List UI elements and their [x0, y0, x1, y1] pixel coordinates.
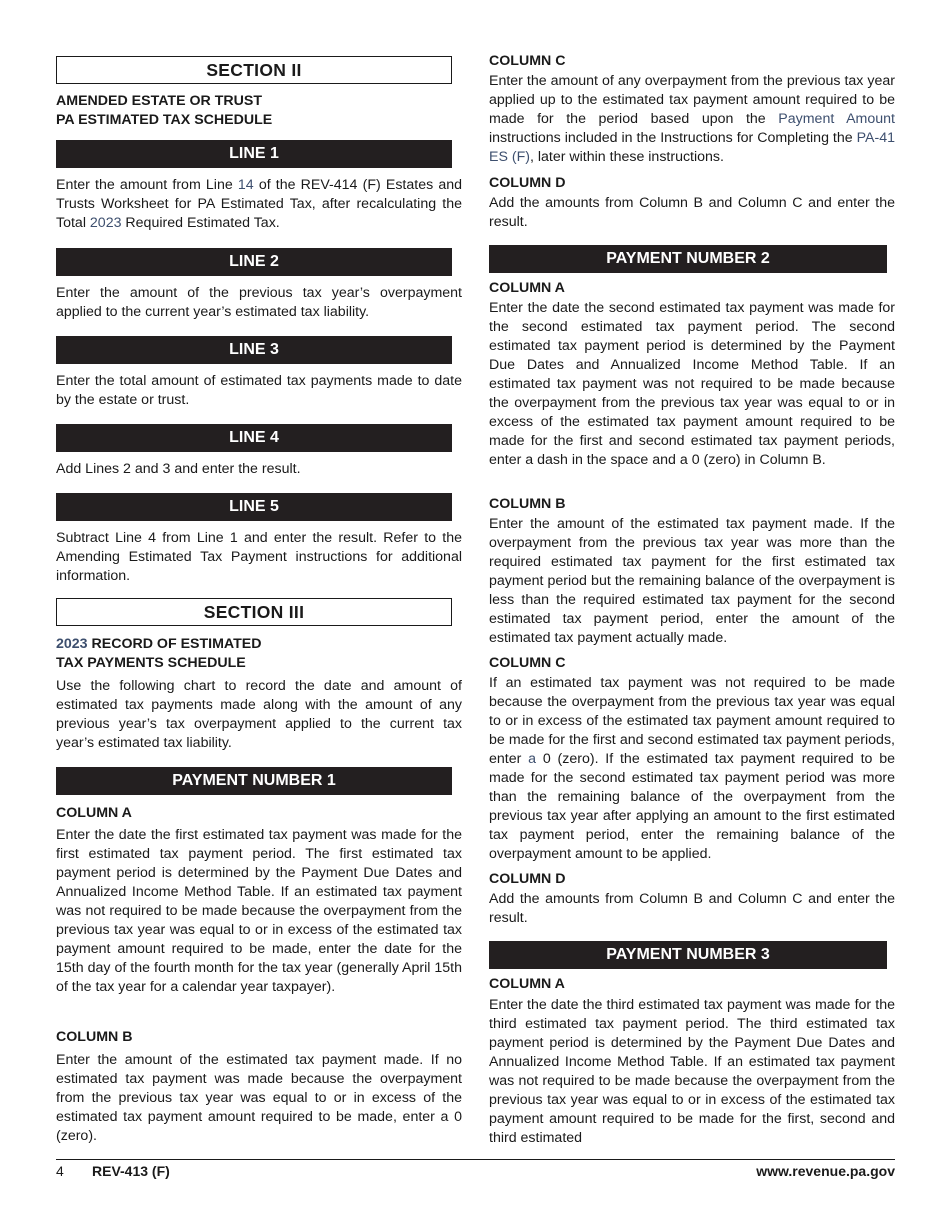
payment-2-column-c-label: COLUMN C: [489, 655, 566, 671]
section-3-subtitle-line-1: 2023 RECORD OF ESTIMATED: [56, 636, 262, 652]
line-3-heading: LINE 3: [56, 336, 452, 364]
payment-2-column-b-label: COLUMN B: [489, 496, 566, 512]
line-4-text: Add Lines 2 and 3 and enter the result.: [56, 461, 301, 477]
payment-amount-link[interactable]: Payment Amount: [778, 111, 895, 127]
payment-2-heading: PAYMENT NUMBER 2: [489, 245, 887, 273]
payment-3-heading: PAYMENT NUMBER 3: [489, 941, 887, 969]
line-5-text: Subtract Line 4 from Line 1 and enter the result. Refer to the Amending Estimated Tax Payment instructions for additional information.: [56, 530, 462, 584]
section-2-heading: SECTION II: [56, 56, 452, 84]
payment-3-column-a-text: Enter the date the third estimated tax payment was made for the third estimated tax payment period. The third estimated tax payment period is determined by the Payment Due Dates and Annualized Income Method Table. If an estimated tax payment was not required to be made because the overpayment from the previous tax year was equal to or in excess of the estimated tax payment amount required to be made for the first, second and third estimated: [489, 997, 895, 1146]
line-5-heading: LINE 5: [56, 493, 452, 521]
section-2-subtitle-line-1: AMENDED ESTATE OR TRUST: [56, 93, 262, 109]
payment-1-column-a-label: COLUMN A: [56, 805, 132, 821]
form-id: REV-413 (F): [92, 1163, 170, 1179]
section-3-subtitle-line-2: TAX PAYMENTS SCHEDULE: [56, 655, 246, 671]
payment-1-column-c-text: Enter the amount of any overpayment from the previous tax year applied up to the estimated tax payment amount required to be made for the period based upon the Payment Amount instructions included in the Instructions for Completing the PA-41 ES (F), later within these instructions.: [489, 73, 895, 165]
payment-2-column-c-text: If an estimated tax payment was not required to be made because the overpayment from the previous tax year was equal to or in excess of the estimated tax payment amount required to be made for the first and second estimated tax payment periods, enter a 0 (zero). If the estimated tax payment required to be made for the second estimated tax payment period was more than the remaining balance of the overpayment from the previous tax year after applying an amount to the first estimated tax payment period, enter the remaining balance of the overpayment amount to be applied.: [489, 675, 896, 862]
pa-41-es-link[interactable]: PA-41 ES (F): [489, 130, 895, 165]
section-3-text: Use the following chart to record the date and amount of estimated tax payments made along with the amount of any previous year’s tax overpayment applied to the current tax year’s estimated tax liability.: [56, 678, 462, 751]
payment-2-column-b-text: Enter the amount of the estimated tax payment made. If the overpayment from the previous tax year was more than the required estimated tax payment for the first estimated tax payment period but the remaining balance of the overpayment is less than the required estimated tax payment for the second estimated tax payment period, enter the amount of the estimated tax payment actually made.: [489, 516, 895, 646]
payment-1-column-c-label: COLUMN C: [489, 53, 566, 69]
payment-3-column-a-label: COLUMN A: [489, 976, 565, 992]
line-3-text: Enter the total amount of estimated tax payments made to date by the estate or trust.: [56, 373, 462, 408]
payment-1-column-b-label: COLUMN B: [56, 1029, 133, 1045]
payment-1-heading: PAYMENT NUMBER 1: [56, 767, 452, 795]
payment-1-column-b-text: Enter the amount of the estimated tax payment made. If no estimated tax payment was made because the overpayment from the previous tax year was equal to or in excess of the estimated tax payment amount required to be made, enter a 0 (zero).: [56, 1052, 462, 1144]
line-1-text: Enter the amount from Line 14 of the REV-414 (F) Estates and Trusts Worksheet for PA Estimated Tax, after recalculating the Total 2023 Required Estimated Tax.: [56, 177, 462, 231]
section-3-heading: SECTION III: [56, 598, 452, 626]
line-2-heading: LINE 2: [56, 248, 452, 276]
website-url[interactable]: www.revenue.pa.gov: [756, 1163, 895, 1179]
line-2-text: Enter the amount of the previous tax year’s overpayment applied to the current year’s estimated tax liability.: [56, 285, 462, 320]
payment-2-column-d-text: Add the amounts from Column B and Column C and enter the result.: [489, 891, 895, 926]
payment-1-column-d-label: COLUMN D: [489, 175, 566, 191]
page-number: 4: [56, 1163, 64, 1179]
payment-2-column-a-text: Enter the date the second estimated tax payment was made for the second estimated tax payment period. The second estimated tax payment period is determined by the Payment Due Dates and Annualized Income Method Table. If an estimated tax payment was not required to be made because the overpayment from the previous tax year was equal to or in excess of the estimated tax payment amount required to be made for the first and second estimated tax payment periods, enter a dash in the space and a 0 (zero) in Column B.: [489, 300, 895, 468]
payment-2-column-d-label: COLUMN D: [489, 871, 566, 887]
payment-1-column-a-text: Enter the date the first estimated tax payment was made for the first estimated tax payment period. The first estimated tax payment period is determined by the Payment Due Dates and Annualized Income Method Table. If an estimated tax payment was not required to be made because the overpayment from the previous tax year was equal to or in excess of the estimated tax payment amount required to be made, enter the date for the 15th day of the fourth month for the tax year (generally April 15th of the tax year for a calendar year taxpayer).: [56, 827, 462, 995]
footer-divider: [56, 1159, 895, 1160]
line-1-heading: LINE 1: [56, 140, 452, 168]
payment-2-column-a-label: COLUMN A: [489, 280, 565, 296]
line-4-heading: LINE 4: [56, 424, 452, 452]
payment-1-column-d-text: Add the amounts from Column B and Column C and enter the result.: [489, 195, 895, 230]
section-2-subtitle-line-2: PA ESTIMATED TAX SCHEDULE: [56, 112, 273, 128]
